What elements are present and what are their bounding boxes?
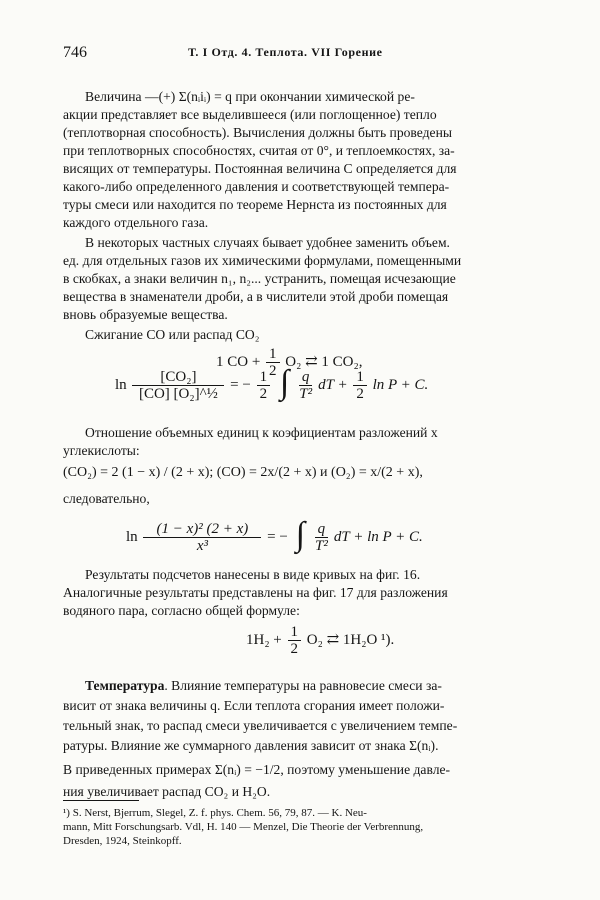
- eq-equals-minus: = −: [267, 529, 288, 545]
- section-heading-temperature: Температура: [85, 678, 165, 693]
- fraction-denominator: 2: [290, 641, 299, 657]
- fraction-denominator: 2: [356, 386, 364, 403]
- equation-concentrations: (CO₂) = 2 (1 − x) / (2 + x); (CO) = 2x/(2 + x) и (O₂) = x/(2 + x),: [63, 465, 423, 480]
- text-line: ратуры. Влияние же суммарного давления зависит от знака Σ(nᵢ).: [63, 738, 439, 753]
- fraction-numerator: q: [315, 521, 329, 538]
- text-line: Аналогичные результаты представлены на фиг. 17 для разложения: [63, 585, 448, 600]
- paragraph-co-combustion: [63, 326, 557, 344]
- footnote-line: ¹) S. Nerst, Bjerrum, Slegel, Z. f. phys. Chem. 56, 79, 87. — K. Neu-: [63, 807, 367, 819]
- fraction-numerator: (1 − x)² (2 + x): [143, 521, 261, 538]
- paragraph-special-cases: [63, 234, 557, 324]
- text-line: вновь образуемые вещества.: [63, 307, 228, 322]
- fraction-x-terms: [143, 521, 261, 554]
- fraction-half: [288, 624, 302, 657]
- fraction-numerator: q: [299, 369, 313, 386]
- footnote-line: Dresden, 1924, Steinkopff.: [63, 835, 182, 847]
- text-line: В приведенных примерах Σ(nᵢ) = −1/2, поэтому уменьшение давле-: [63, 762, 451, 777]
- integral-sign: ∫: [295, 516, 305, 553]
- text-line: акции представляет все выделившееся (или поглощенное) тепло: [63, 107, 437, 122]
- running-title: Т. I Отд. 4. Теплота. VII Горение: [188, 45, 383, 59]
- eq-tail: dT + ln P + C.: [333, 529, 423, 545]
- fraction-denominator: 2: [259, 386, 268, 403]
- fraction-numerator: 1: [353, 369, 367, 386]
- ln-symbol: ln: [115, 377, 127, 393]
- text-line: ния увеличивает распад CO₂ и H₂O.: [63, 784, 271, 799]
- fraction-denominator: T²: [299, 386, 313, 403]
- fraction-half: [257, 369, 271, 402]
- text-line: вещества в знаменатели дроби, а в числители этой дроби помещая: [63, 289, 449, 304]
- fraction-half: [353, 369, 367, 402]
- running-header: [63, 44, 560, 64]
- paragraph-volume-ratio: [63, 424, 557, 460]
- text-line: туры смеси или находится по теореме Нернста из постоянных для: [63, 197, 447, 212]
- fraction-numerator: 1: [266, 346, 280, 363]
- paragraph-heat-value: [63, 88, 557, 232]
- text-line: Отношение объемных единиц к коэфициентам разложений x: [85, 425, 438, 440]
- text-line: Сжигание CO или распад CO₂: [85, 327, 260, 342]
- text-line: висит от знака величины q. Если теплота сгорания имеет положи-: [63, 698, 445, 713]
- text-line: [63, 676, 557, 696]
- eq-right: O₂ ⇄ 1 CO₂,: [285, 353, 363, 370]
- text-line: при теплотворных способностях, считая от 0°, и теплоемкостях, за-: [63, 143, 455, 158]
- fraction-denominator: 2: [269, 363, 277, 379]
- text-line: водяного пара, согласно общей формуле:: [63, 603, 300, 618]
- text-line: каждого отдельного газа.: [63, 215, 209, 230]
- fraction-denominator: T²: [315, 538, 328, 555]
- fraction-denominator: [CO] [O₂]^½: [138, 386, 218, 403]
- text-line: висящих от температуры. Постоянная величина C определяется для: [63, 161, 457, 176]
- text-fragment: . Влияние температуры на равновесие смеси за-: [164, 678, 442, 693]
- fraction-q-over-t2: [299, 369, 313, 402]
- fraction-numerator: 1: [257, 369, 271, 386]
- fraction-numerator: 1: [288, 624, 302, 641]
- fraction-denominator: x³: [196, 538, 208, 555]
- footnote: [63, 806, 557, 848]
- paragraph-temperature: [63, 676, 557, 802]
- equation-log-x: [126, 512, 423, 554]
- text-line: следовательно,: [63, 491, 150, 506]
- page-number: 746: [63, 44, 87, 61]
- text-line: тельный знак, то распад смеси увеличивается с увеличением темпе-: [63, 718, 458, 733]
- paragraph-results: [63, 566, 557, 620]
- text-line: в скобках, а знаки величин n₁, n₂... устранить, помещая исчезающие: [63, 271, 456, 286]
- text-line: какого-либо определенного давления и соответствующей темпера-: [63, 179, 450, 194]
- footnote-line: mann, Mitt Forschungsarb. Vdl, H. 140 — Menzel, Die Theorie der Verbrennung,: [63, 821, 424, 833]
- text-line: В некоторых частных случаях бывает удобнее заменить объем.: [85, 235, 450, 250]
- fraction-concentrations: [132, 369, 224, 402]
- eq-left: 1 CO +: [216, 353, 261, 370]
- eq-dt-term: dT +: [318, 377, 348, 393]
- equation-log-co: [115, 360, 428, 402]
- text-line: ед. для отдельных газов их химическими формулами, помещенными: [63, 253, 462, 268]
- eq-left: 1H₂ +: [246, 631, 282, 648]
- fraction-numerator: [CO₂]: [132, 369, 224, 386]
- paragraph-therefore: [63, 490, 557, 508]
- fraction-q-over-t2: [315, 521, 329, 554]
- text-line: Величина —(+) Σ(nᵢiᵢ) = q при окончании химической ре-: [85, 89, 415, 104]
- eq-equals-minus: = −: [230, 377, 251, 393]
- integral-sign: ∫: [279, 364, 290, 401]
- text-line: углекислоты:: [63, 443, 140, 458]
- text-line: (теплотворная способность). Вычисления должны быть проведены: [63, 125, 452, 140]
- equation-h2-reaction: [246, 624, 394, 657]
- ln-symbol: ln: [126, 529, 138, 545]
- text-line: Результаты подсчетов нанесены в виде кривых на фиг. 16.: [85, 567, 421, 582]
- eq-right: O₂ ⇄ 1H₂O ¹).: [306, 631, 395, 648]
- eq-lnp-term: ln P + C.: [372, 377, 429, 393]
- footnote-divider: [63, 800, 139, 801]
